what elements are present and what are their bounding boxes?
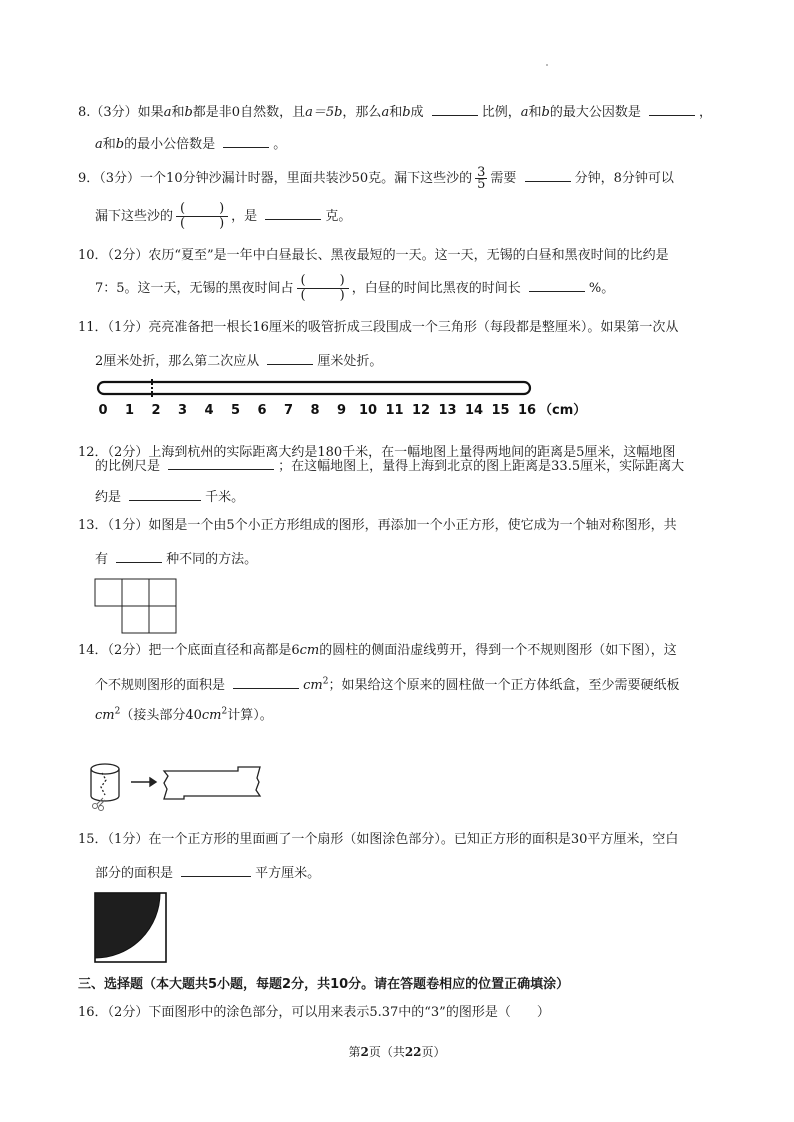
question-16-line-1: 16．（2分）下面图形中的涂色部分，可以用来表示5.37中的“3”的图形是（ ）	[78, 1005, 550, 1020]
question-8-line-1: 8.（3分）如果a和b都是非0自然数，且a＝5b，那么a和b成 比例，a和b的最大公因数是 ，	[78, 101, 718, 123]
ruler-label: 13	[438, 403, 457, 418]
ruler-label: 14	[464, 403, 484, 418]
straw-ruler-figure	[90, 377, 610, 419]
answer-blank[interactable]	[529, 277, 585, 292]
question-10-line-1: 10．（2分）农历“夏至”是一年中白昼最长、黑夜最短的一天。这一天，无锡的白昼和黑夜时间的比约是	[78, 248, 669, 263]
ruler-label: 0	[98, 403, 108, 418]
ruler-label: 6	[257, 403, 267, 418]
answer-blank[interactable]	[168, 455, 274, 470]
ruler-label: 2	[151, 403, 161, 418]
answer-blank[interactable]	[223, 133, 269, 148]
ruler-label: 16	[517, 403, 537, 418]
square-sector-figure	[94, 892, 168, 964]
cut-line	[101, 773, 106, 795]
question-15-line-1: 15．（1分）在一个正方形的里面画了一个扇形（如图涂色部分）。已知正方形的面积是30平方厘米，空白	[78, 832, 679, 847]
question-12-line-1: 12．（2分）上海到杭州的实际距离大约是180千米，在一幅地图上量得两地间的距离是5厘米，这幅地图	[78, 445, 676, 460]
scan-speck	[546, 64, 548, 66]
question-9-line-2: 漏下这些沙的 $\frac{( )}{( )}$ ，是 克。	[95, 201, 352, 231]
question-15-line-2: 部分的面积是 平方厘米。	[95, 862, 735, 884]
question-14-line-3: $cm^2$（接头部分$40cm^2$计算）。	[95, 706, 273, 723]
section-3-heading: 三、选择题（本大题共5小题，每题2分，共10分。请在答题卷相应的位置正确填涂）	[78, 977, 570, 992]
answer-blank[interactable]	[265, 205, 321, 220]
question-13-line-2: 有 种不同的方法。	[95, 548, 735, 570]
question-12-line-3: 约是 千米。	[95, 486, 735, 508]
answer-blank[interactable]	[649, 101, 695, 116]
five-squares-figure	[94, 578, 178, 636]
ruler-label: 9	[336, 403, 347, 418]
answer-blank[interactable]	[267, 350, 313, 365]
ruler-label: 5	[230, 403, 241, 418]
ruler-unit: （cm）	[539, 403, 587, 418]
ruler-label: 12	[411, 403, 431, 418]
unrolled-shape	[164, 767, 260, 799]
answer-blank[interactable]	[181, 862, 251, 877]
question-14-line-1: 14．（2分）把一个底面直径和高都是6cm的圆柱的侧面沿虚线剪开，得到一个不规则图形（如下图），这	[78, 643, 677, 658]
page-footer: 第2页（共22页）	[348, 1045, 446, 1059]
question-12-line-2: 的比例尺是 ；在这幅地图上，量得上海到北京的图上距离是33.5厘米，实际距离大	[95, 455, 735, 477]
ruler-label: 1	[124, 403, 135, 418]
ruler-label: 3	[177, 403, 188, 418]
arrow-right-icon	[131, 778, 156, 786]
fraction-three-fifths: $\frac{3}{5}$	[477, 165, 486, 192]
question-11-line-1: 11．（1分）亮亮准备把一根长16厘米的吸管折成三段围成一个三角形（每段都是整厘米）。如果第一次从	[78, 320, 679, 335]
cylinder-unroll-figure	[88, 762, 268, 814]
answer-blank[interactable]	[525, 167, 571, 182]
answer-blank[interactable]	[233, 674, 299, 689]
question-8-line-2: a和b的最小公倍数是 。	[95, 133, 735, 155]
ruler-label: 8	[310, 403, 320, 418]
question-10-line-2: 7：5。这一天，无锡的黑夜时间占 $\frac{( )}{( )}$ ，白昼的时间比黑夜的时间长 %。	[95, 273, 615, 303]
ruler-label: 15	[491, 403, 510, 418]
question-11-line-2: 2厘米处折，那么第二次应从 厘米处折。	[95, 350, 735, 372]
fraction-answer-box[interactable]: $\frac{( )}{( )}$	[297, 274, 349, 303]
question-9-line-1: 9．（3分）一个10分钟沙漏计时器，里面共装沙50克。漏下这些沙的 $\frac{3}{5}$ 需要 分钟，8分钟可以	[78, 165, 674, 192]
question-13-line-1: 13．（1分）如图是一个由5个小正方形组成的图形，再添加一个小正方形，使它成为一个轴对称图形，共	[78, 518, 677, 533]
answer-blank[interactable]	[129, 486, 201, 501]
ruler-label: 4	[204, 403, 214, 418]
fraction-answer-box[interactable]: $\frac{( )}{( )}$	[176, 202, 228, 231]
ruler-label: 11	[385, 403, 404, 418]
answer-blank[interactable]	[432, 101, 478, 116]
ruler-label: 10	[358, 403, 378, 418]
question-14-line-2: 个不规则图形的面积是 $cm^2$；如果给这个原来的圆柱做一个正方体纸盒，至少需要硬纸板	[95, 674, 735, 696]
answer-blank[interactable]	[116, 548, 162, 563]
ruler-label: 7	[283, 403, 294, 418]
